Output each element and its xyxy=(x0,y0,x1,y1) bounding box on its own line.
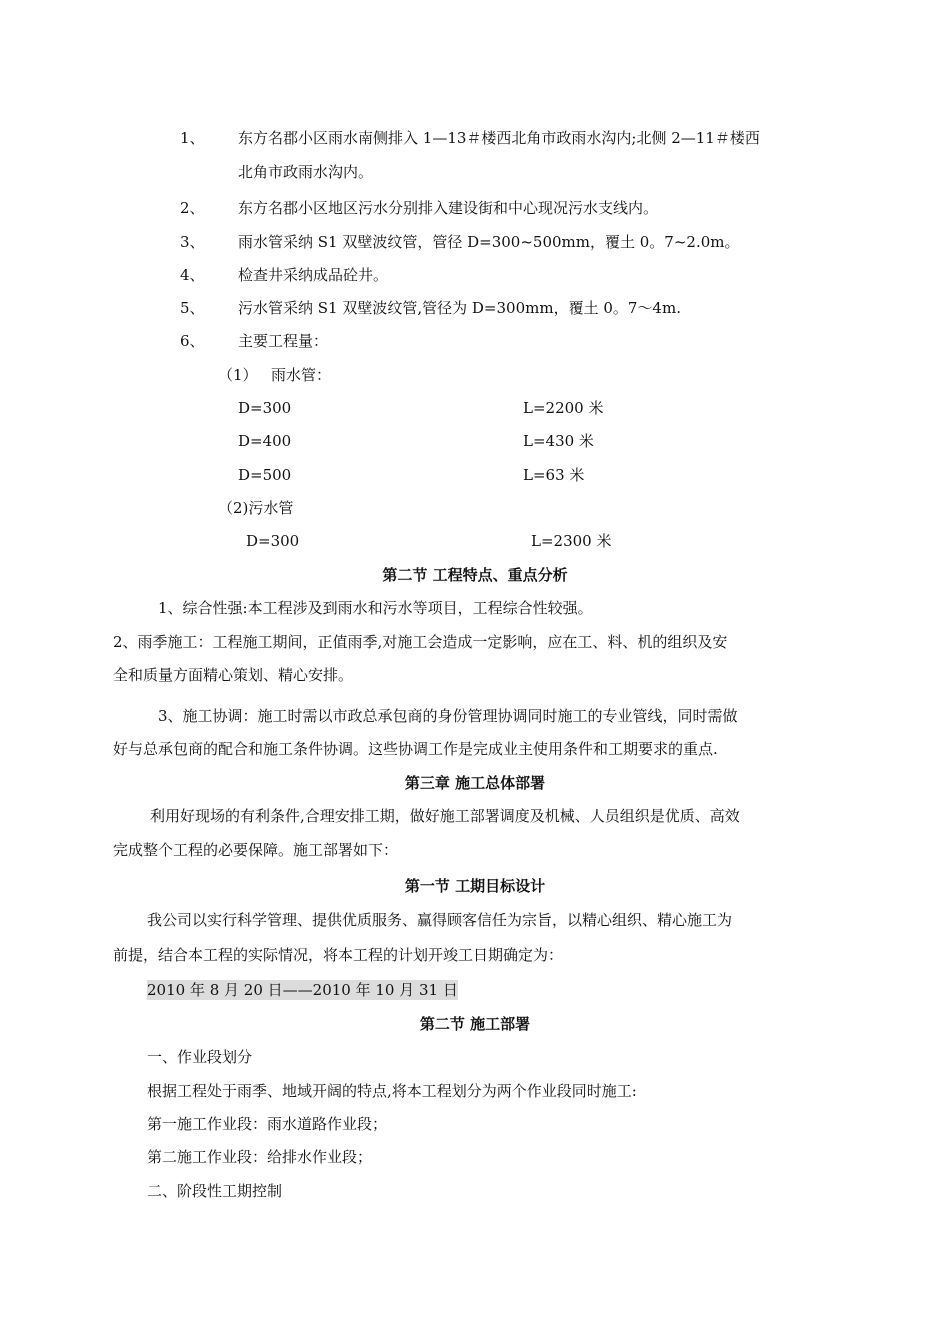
schedule-dates: 2010 年 8 月 20 日——2010 年 10 月 31 日 xyxy=(147,981,458,999)
list-number: 3、 xyxy=(180,233,205,251)
paragraph-line: 利用好现场的有利条件,合理安排工期，做好施工部署调度及机械、人员组织是优质、高效 xyxy=(150,807,740,825)
list-item-text: 东方名郡小区地区污水分别排入建设街和中心现况污水支线内。 xyxy=(238,199,659,217)
paragraph-line: 1、综合性强:本工程涉及到雨水和污水等项目，工程综合性较强。 xyxy=(158,599,593,617)
list-item-continuation: 北角市政雨水沟内。 xyxy=(238,163,374,181)
chapter-heading: 第三章 施工总体部署 xyxy=(404,774,546,792)
section-heading: 第二节 工程特点、重点分析 xyxy=(382,566,568,584)
paragraph-line: 完成整个工程的必要保障。施工部署如下： xyxy=(113,841,399,859)
list-number: 6、 xyxy=(180,332,205,350)
paragraph-line: 前提，结合本工程的实际情况，将本工程的计划开竣工日期确定为： xyxy=(113,946,564,964)
subheading: 二、阶段性工期控制 xyxy=(147,1182,283,1200)
paragraph-line: 第二施工作业段：给排水作业段； xyxy=(147,1148,373,1166)
paragraph-line: 全和质量方面精心策划、精心安排。 xyxy=(113,666,354,684)
pipe-length: L=2300 米 xyxy=(531,532,612,550)
list-item-text: 主要工程量： xyxy=(238,332,329,350)
pipe-length: L=63 米 xyxy=(523,466,585,484)
pipe-diameter: D=300 xyxy=(238,399,292,417)
list-number: 2、 xyxy=(180,199,205,217)
section-heading: 第一节 工期目标设计 xyxy=(404,877,546,895)
pipe-length: L=430 米 xyxy=(523,432,594,450)
pipe-length: L=2200 米 xyxy=(523,399,604,417)
rain-pipe-label: 雨水管： xyxy=(271,366,332,384)
section-heading: 第二节 施工部署 xyxy=(419,1015,531,1033)
list-item-text: 污水管采纳 S1 双壁波纹管,管径为 D=300mm，覆土 0。7～4m. xyxy=(238,299,681,317)
subheading: 一、作业段划分 xyxy=(147,1048,253,1066)
sewage-pipe-label: （2)污水管 xyxy=(218,499,294,517)
paragraph-line: 好与总承包商的配合和施工条件协调。这些协调工作是完成业主使用条件和工期要求的重点. xyxy=(113,740,718,758)
list-number: 4、 xyxy=(180,266,205,284)
paragraph-line: 3、施工协调：施工时需以市政总承包商的身份管理协调同时施工的专业管线，同时需做 xyxy=(158,707,738,725)
paragraph-line: 第一施工作业段：雨水道路作业段； xyxy=(147,1115,388,1133)
list-item-text: 东方名郡小区雨水南侧排入 1—13＃楼西北角市政雨水沟内;北侧 2—11＃楼西 xyxy=(238,129,760,147)
pipe-diameter: D=400 xyxy=(238,432,292,450)
list-number: 5、 xyxy=(180,299,205,317)
paragraph-line: 2、雨季施工：工程施工期间，正值雨季,对施工会造成一定影响，应在工、料、机的组织及安 xyxy=(113,633,728,651)
list-number: 1、 xyxy=(180,129,205,147)
paragraph-line: 根据工程处于雨季、地域开阔的特点,将本工程划分为两个作业段同时施工: xyxy=(147,1082,637,1100)
paragraph-line: 我公司以实行科学管理、提供优质服务、赢得顾客信任为宗旨，以精心组织、精心施工为 xyxy=(147,911,733,929)
rain-pipe-number: （1） xyxy=(218,366,258,384)
list-item-text: 雨水管采纳 S1 双壁波纹管，管径 D=300~500mm，覆土 0。7~2.0m。 xyxy=(238,233,740,251)
pipe-diameter: D=500 xyxy=(238,466,292,484)
list-item-text: 检查井采纳成品砼井。 xyxy=(238,266,389,284)
pipe-diameter: D=300 xyxy=(246,532,300,550)
